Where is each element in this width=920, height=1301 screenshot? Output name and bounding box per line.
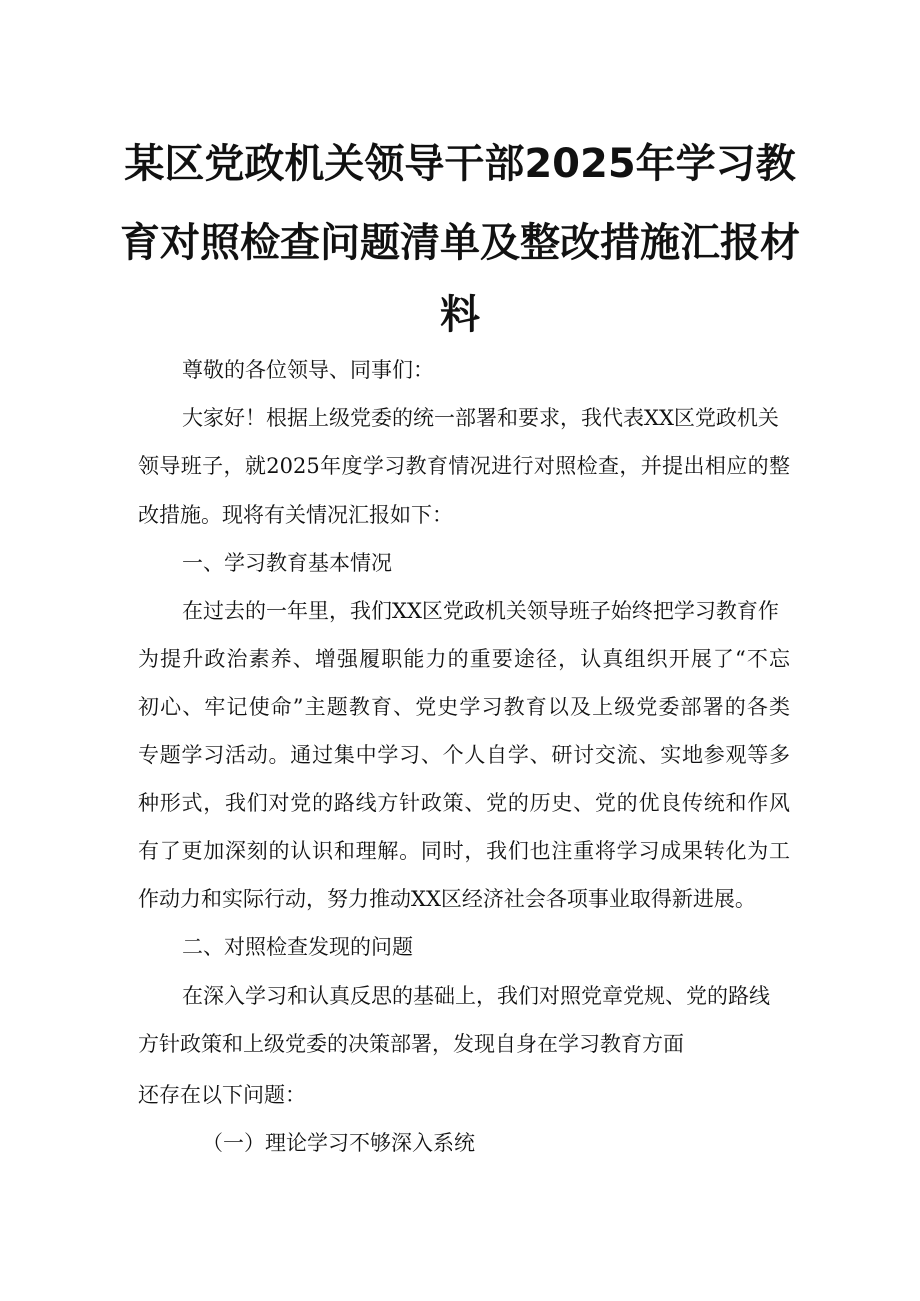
paragraph-line: 改措施。现将有关情况汇报如下： bbox=[138, 503, 453, 527]
paragraph-line: 种形式，我们对党的路线方针政策、党的历史、党的优良传统和作风 bbox=[138, 791, 790, 815]
paragraph-line: 在过去的一年里，我们XX区党政机关领导班子始终把学习教育作 bbox=[182, 599, 779, 623]
document-title-line-2: 育对照检查问题清单及整改措施汇报材 bbox=[120, 220, 800, 266]
document-title-line-1: 某区党政机关领导干部2025年学习教 bbox=[124, 141, 796, 187]
paragraph-line: 方针政策和上级党委的决策部署，发现自身在学习教育方面 bbox=[138, 1032, 684, 1056]
salutation: 尊敬的各位领导、同事们： bbox=[182, 358, 434, 382]
paragraph-line: 领导班子，就2025年度学习教育情况进行对照检查，并提出相应的整 bbox=[138, 454, 790, 478]
section-heading-1: 一、学习教育基本情况 bbox=[182, 551, 392, 575]
paragraph-line: 大家好！根据上级党委的统一部署和要求，我代表XX区党政机关 bbox=[182, 406, 779, 430]
paragraph-line: 为提升政治素养、增强履职能力的重要途径，认真组织开展了“不忘 bbox=[138, 647, 790, 671]
document-title-line-3: 料 bbox=[440, 292, 480, 338]
paragraph-line: 作动力和实际行动，努力推动XX区经济社会各项事业取得新进展。 bbox=[138, 887, 756, 911]
paragraph-line: 有了更加深刻的认识和理解。同时，我们也注重将学习成果转化为工 bbox=[138, 839, 790, 863]
paragraph-line: 专题学习活动。通过集中学习、个人自学、研讨交流、实地参观等多 bbox=[138, 743, 790, 767]
paragraph-line: 在深入学习和认真反思的基础上，我们对照党章党规、党的路线 bbox=[182, 984, 770, 1008]
subsection-heading: （一）理论学习不够深入系统 bbox=[202, 1131, 475, 1155]
section-heading-2: 二、对照检查发现的问题 bbox=[182, 935, 413, 959]
paragraph-line: 还存在以下问题： bbox=[138, 1083, 306, 1107]
paragraph-line: 初心、牢记使命”主题教育、党史学习教育以及上级党委部署的各类 bbox=[138, 695, 790, 719]
